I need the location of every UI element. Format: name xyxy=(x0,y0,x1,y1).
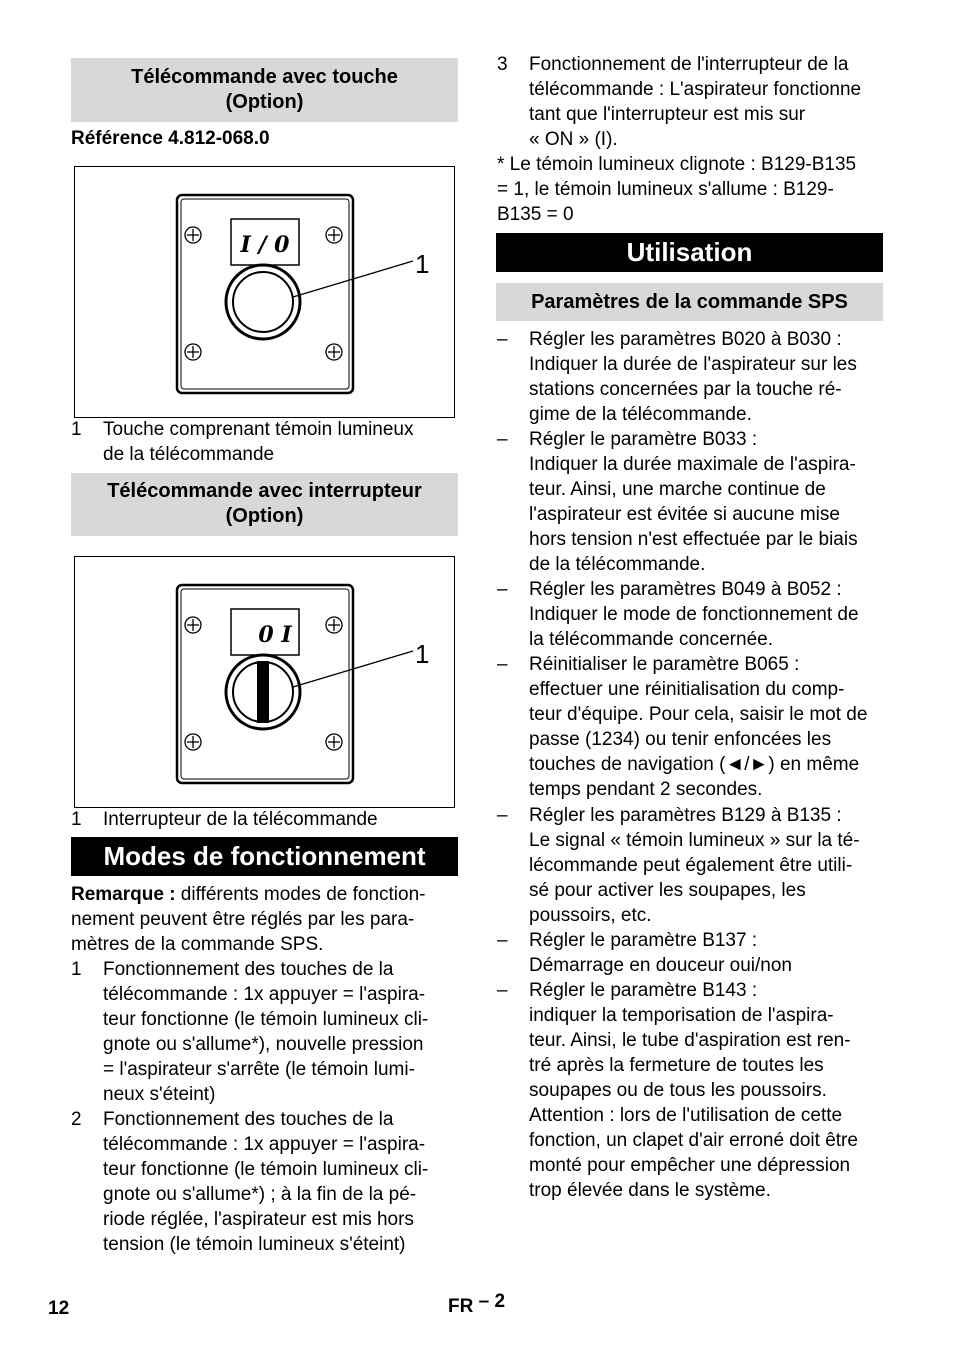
callout-number: 1 xyxy=(415,249,430,279)
list-item: 2 Fonctionnement des touches de la télécommande : 1x appuyer = l'aspira- teur fonctionne (le témoin lumineux cli- gnote ou s'allume*) ; à la fin de la pé- riode réglée, l'aspirateur est mis hors tension (le témoin lumineux s'éteint) xyxy=(71,1109,429,1255)
list-item: – Régler le paramètre B143 : indiquer la temporisation de l'aspira- teur. Ainsi, le tube d'aspiration est ren- tré après la fermeture de toutes les soupapes ou de tous les poussoirs. Attention : lors de l'utilisation de cette fonction, un clapet d'air erroné doit être monté pour empêcher une dépression trop élevée dans le système. xyxy=(497,980,858,1201)
remote-button-illustration xyxy=(75,167,454,417)
list-item: – Régler le paramètre B033 : Indiquer la durée maximale de l'aspira- teur. Ainsi, une marche continue de l'aspirateur est évitée si aucune mise hors tension n'est effectuée par le biais de la télécommande. xyxy=(497,429,858,575)
figure-remote-switch xyxy=(74,556,455,808)
section-heading-sps: Paramètres de la commande SPS xyxy=(496,283,883,321)
page-number: 12 xyxy=(48,1298,70,1319)
list-item: – Régler les paramètres B049 à B052 : Indiquer le mode de fonctionnement de la télécommande concernée. xyxy=(497,579,859,650)
footer-language: FR – 2 xyxy=(448,1291,506,1317)
list-item: 1 Fonctionnement des touches de la télécommande : 1x appuyer = l'aspira- teur fonctionne (le témoin lumineux cli- gnote ou s'allume*), nouvelle pression = l'aspirateur s'arrête (le témoin lumi- neux s'éteint) xyxy=(71,959,429,1105)
footnote: * Le témoin lumineux clignote : B129-B135 = 1, le témoin lumineux s'allume : B129- B135 = 0 xyxy=(497,154,857,225)
list-item: – Régler le paramètre B137 : Démarrage en douceur oui/non xyxy=(497,930,793,976)
list-item: – Régler les paramètres B129 à B135 : Le signal « témoin lumineux » sur la té- lécommande peut également être utili- sé pour activer les soupapes, les poussoirs, etc. xyxy=(497,805,860,926)
figure-remote-button xyxy=(74,166,455,418)
figure-caption: 1 Interrupteur de la télécommande xyxy=(71,809,378,830)
callout-number: 1 xyxy=(415,639,430,669)
reference-number: Référence 4.812-068.0 xyxy=(71,128,270,149)
section-heading-utilisation: Utilisation xyxy=(496,233,883,272)
display-label: I / 0 xyxy=(240,232,290,258)
figure-caption: 1 Touche comprenant témoin lumineux de la télécommande xyxy=(71,419,414,465)
section-heading-remote-switch: Télécommande avec interrupteur (Option) xyxy=(71,473,458,536)
list-item: 3 Fonctionnement de l'interrupteur de la télécommande : L'aspirateur fonctionne tant que l'interrupteur est mis sur « ON » (I). xyxy=(497,54,862,150)
remote-switch-illustration xyxy=(75,557,454,807)
list-item: – Régler les paramètres B020 à B030 : Indiquer la durée de l'aspirateur sur les stations concernées par la touche ré- gime de la télécommande. xyxy=(497,329,857,425)
section-heading-modes: Modes de fonctionnement xyxy=(71,837,458,876)
remark-paragraph: Remarque : différents modes de fonction- nement peuvent être réglés par les para- mètres de la commande SPS. xyxy=(71,884,426,955)
section-heading-remote-button: Télécommande avec touche (Option) xyxy=(71,58,458,122)
list-item: – Réinitialiser le paramètre B065 : effectuer une réinitialisation du comp- teur d'équipe. Pour cela, saisir le mot de passe (1234) ou tenir enfoncées les touches de navigation (◄/►) en même temps pendant 2 secondes. xyxy=(497,654,868,800)
display-label: 0 I xyxy=(258,622,292,648)
